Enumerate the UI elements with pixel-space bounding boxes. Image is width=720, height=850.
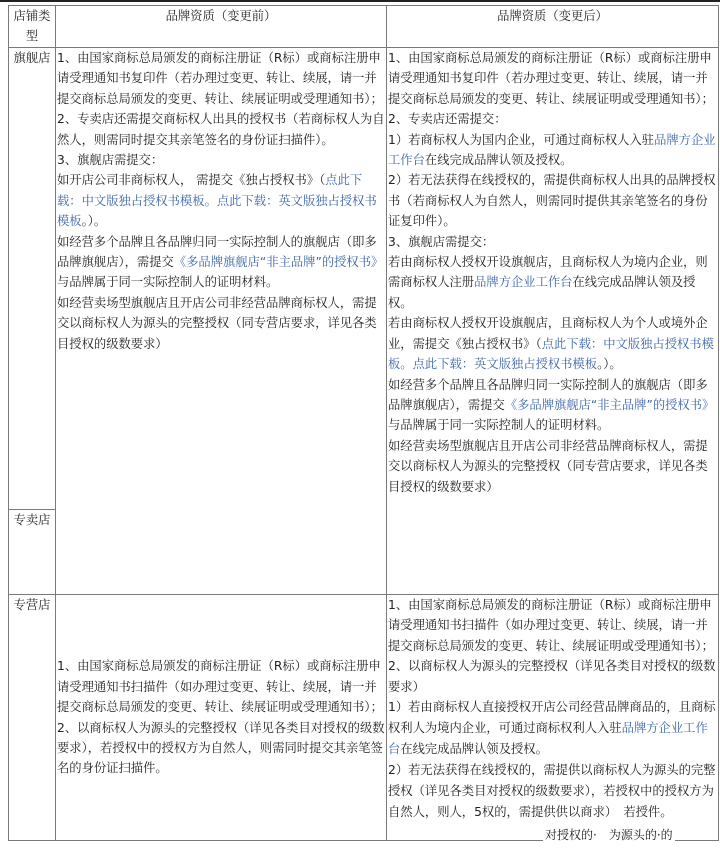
after-item-8: 如经营多个品牌且各品牌归同一实际控制人的旗舰店（即多品牌旗舰店），需提交《多品牌旗舰店“非主品牌”的授权书》与品牌属于同一实际控制人的证明材料。 <box>388 377 715 433</box>
before-item-5: 如经营多个品牌且各品牌归同一实际控制人的旗舰店（即多品牌旗舰店），需提交《多品牌旗舰店“非主品牌”的授权书》与品牌属于同一实际控制人的证明材料。 <box>57 234 384 290</box>
before-item-4: 如开店公司非商标权人， 需提交《独占授权书》（点此下载：中文版独占授权书模板。点此下载：英文版独占授权书模板。）。 <box>57 173 377 229</box>
after-item-5: 3、旗舰店需提交： <box>388 234 495 249</box>
before-item-1: 1、由国家商标总局颁发的商标注册证（R标）或商标注册申请受理通知书复印件（若办理过变更、转让、续展，请一并提交商标总局颁发的变更、转让、续展证明或受理通知书）； <box>57 51 383 106</box>
overlay-text-artifact: 对授权的· 为源头的·的 <box>545 828 673 842</box>
before-item-6: 如经营卖场型旗舰店且开店公司非经营品牌商标权人，需提交以商标权人为源头的完整授权（同专营店要求，详见各类目授权的级数要求） <box>57 295 377 351</box>
flagship-before-cell <box>56 48 387 595</box>
store-type-flagship: 旗舰店 <box>9 48 56 510</box>
top-border-line <box>0 0 720 2</box>
specialty-before-item-1: 1、由国家商标总局颁发的商标注册证（R标）或商标注册申请受理通知书扫描件（如办理过变更、转让、续展，请一并提交商标总局颁发的变更、转让、续展证明或受理通知书）； <box>57 659 383 715</box>
download-cn-exclusive-auth-link[interactable]: 点此下载：中文版独占授权书模板。 <box>388 336 714 372</box>
after-item-2: 2、专卖店还需提交： <box>388 112 507 127</box>
specialty-after-item-2: 2、以商标权人为源头的完整授权（详见各类目对授权的级数要求） <box>388 659 716 694</box>
multi-brand-auth-link[interactable]: 《多品牌旗舰店“非主品牌”的授权书》 <box>504 397 715 412</box>
before-item-3: 3、旗舰店需提交： <box>57 153 164 168</box>
brand-workbench-link[interactable]: 品牌方企业工作台 <box>388 721 708 757</box>
brand-workbench-link[interactable]: 品牌方企业工作台 <box>474 275 573 290</box>
after-item-1: 1、由国家商标总局颁发的商标注册证（R标）或商标注册申请受理通知书复印件（若办理过变更、转让、续展，请一并提交商标总局颁发的变更、转让、续展证明或受理通知书）； <box>388 51 714 106</box>
brand-qualification-table <box>8 5 719 841</box>
store-type-specialty: 专营店 <box>9 595 56 841</box>
specialty-after-item-1: 1、由国家商标总局颁发的商标注册证（R标）或商标注册申请受理通知书扫描件（如办理过变更、转让、续展，请一并提交商标总局颁发的变更、转让、续展证明或受理通知书）； <box>388 598 714 653</box>
specialty-after-item-4: 2）若无法获得在线授权的，需提供以商标权人为源头的完整授权（详见各类目对授权的级数要求），若授权中的授权方为自然人，则人，5权的，需提供供以商求） 若授件。 <box>388 763 716 820</box>
header-row <box>9 6 719 48</box>
specialty-after-cell <box>387 595 719 841</box>
specialty-after-item-3: 1）若由商标权人直接授权开店公司经营品牌商品的，且商标权利人为境内企业，可通过商标权利人入驻品牌方企业工作台在线完成品牌认领及授权。 <box>388 700 716 757</box>
table-row-flagship <box>9 48 719 510</box>
download-en-exclusive-auth-link[interactable]: 点此下载：英文版独占授权书模板 <box>57 193 377 229</box>
download-en-exclusive-auth-link[interactable]: 点此下载：英文版独占授权书模板 <box>412 357 598 372</box>
before-item-2: 2、专卖店还需提交商标权人出具的授权书（若商标权人为自然人，则需同时提交其亲笔签名的身份证扫描件）。 <box>57 112 385 147</box>
specialty-before-cell <box>56 595 387 841</box>
after-item-7: 若由商标权人授权开设旗舰店，且商标权人为个人或境外企业，需提交《独占授权书》（点此下载：中文版独占授权书模板。点此下载：英文版独占授权书模板。）。 <box>388 316 714 372</box>
after-item-3: 1）若商标权人为国内企业，可通过商标权人入驻品牌方企业工作台在线完成品牌认领及授权。 <box>388 132 716 168</box>
header-after-change: 品牌资质（变更后） <box>387 6 719 48</box>
brand-workbench-link[interactable]: 品牌方企业工作台 <box>388 132 716 168</box>
header-before-change: 品牌资质（变更前） <box>56 6 387 48</box>
multi-brand-auth-link[interactable]: 《多品牌旗舰店“非主品牌”的授权书》 <box>173 255 384 270</box>
store-type-exclusive: 专卖店 <box>9 510 56 595</box>
after-item-6: 若由商标权人授权开设旗舰店，且商标权人为境内企业，则需商标权人注册品牌方企业工作台在线完成品牌认领及授权。 <box>388 255 708 310</box>
flagship-after-cell <box>387 48 719 595</box>
after-item-4: 2）若无法获得在线授权的，需提供商标权人出具的品牌授权书（若商标权人为自然人，则需同时提供其亲笔签名的身份证复印件）。 <box>388 173 716 229</box>
table-row-specialty <box>9 595 719 841</box>
header-store-type: 店铺类型 <box>9 6 56 48</box>
after-item-9: 如经营卖场型旗舰店且开店公司非经营品牌商标权人，需提交以商标权人为源头的完整授权（同专营店要求，详见各类目授权的级数要求） <box>388 438 708 494</box>
download-cn-exclusive-auth-link[interactable]: 点此下载：中文版独占授权书模板。 <box>57 173 363 208</box>
specialty-before-item-2: 2、以商标权人为源头的完整授权（详见各类目对授权的级数要求），若授权中的授权方为自然人，则需同时提交其亲笔签名的身份证扫描件。 <box>57 720 385 776</box>
